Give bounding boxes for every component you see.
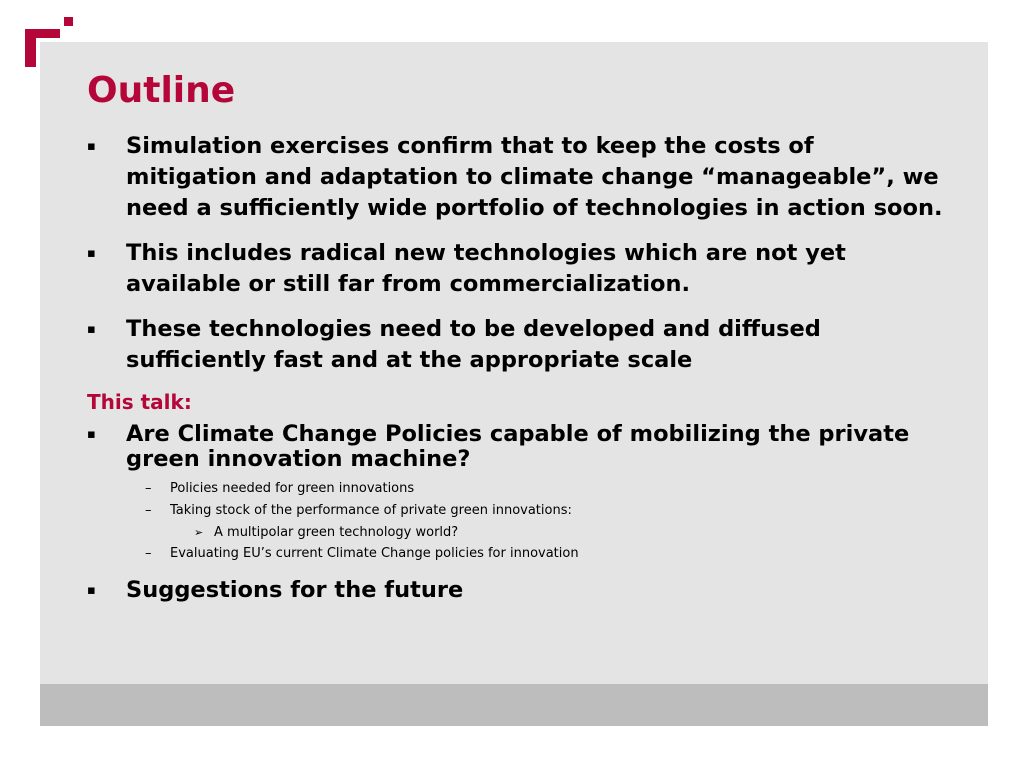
sub-item bbox=[87, 500, 947, 522]
bullet-text: Simulation exercises confirm that to keep the costs of mitigation and adaptation to climate change “manageable”, we need a sufficiently wide portfolio of technologies in action soon. bbox=[126, 133, 943, 221]
square-bullet-icon: ▪ bbox=[87, 583, 96, 598]
square-bullet-icon: ▪ bbox=[87, 246, 96, 261]
sub-item-text: Evaluating EU’s current Climate Change policies for innovation bbox=[170, 546, 579, 561]
square-bullet-icon: ▪ bbox=[87, 427, 96, 442]
square-bullet-icon: ▪ bbox=[87, 139, 96, 154]
sub-item-text: Policies needed for green innovations bbox=[170, 481, 415, 496]
bullet-text: Are Climate Change Policies capable of mobilizing the private green innovation machine? bbox=[126, 421, 910, 472]
bullet-text: These technologies need to be developed and diffused sufficiently fast and at the appropriate scale bbox=[126, 316, 821, 373]
slide-title: Outline bbox=[87, 70, 236, 111]
subsub-item bbox=[87, 522, 947, 543]
bullet-text: Suggestions for the future bbox=[126, 577, 464, 603]
subsub-item-text: A multipolar green technology world? bbox=[214, 525, 459, 540]
footer-bar bbox=[40, 684, 988, 726]
bullet-item bbox=[87, 314, 947, 376]
square-bullet-icon: ▪ bbox=[87, 322, 96, 337]
dash-bullet-icon: – bbox=[145, 546, 152, 561]
slide-content bbox=[87, 131, 947, 620]
talk-heading: This talk: bbox=[87, 390, 192, 414]
sub-item bbox=[87, 478, 947, 500]
dash-bullet-icon: – bbox=[145, 503, 152, 518]
bullet-text: This includes radical new technologies which are not yet available or still far from commercialization. bbox=[126, 240, 846, 297]
bullet-item bbox=[87, 238, 947, 300]
bullet-item bbox=[87, 422, 947, 472]
dash-bullet-icon: – bbox=[145, 481, 152, 496]
sub-item bbox=[87, 543, 947, 565]
sub-item-text: Taking stock of the performance of private green innovations: bbox=[170, 503, 572, 518]
bullet-item bbox=[87, 131, 947, 224]
bullet-item bbox=[87, 575, 947, 606]
arrow-bullet-icon: ➢ bbox=[194, 526, 204, 539]
